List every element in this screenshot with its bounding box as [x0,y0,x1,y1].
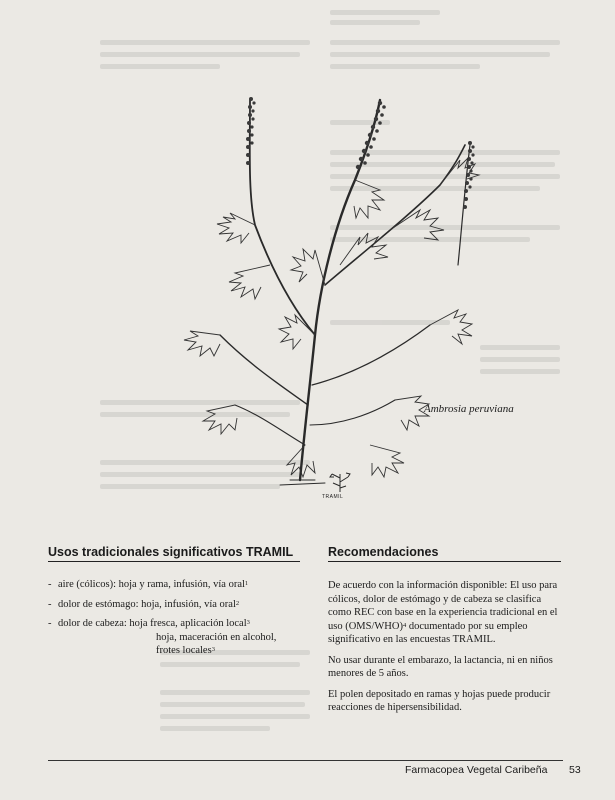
use-subline: frotes locales$^3$ [156,645,215,656]
recommendation-paragraph: El polen depositado en ramas y hojas puede producir reacciones de hipersensibilidad. [328,688,551,713]
recommendation-paragraph: De acuerdo con la información disponible: El uso para cólicos, dolor de estómago y de cabeza se clasifica como REC con base en la experiencia tradicional en el uso $(OMS/WHO)^4$ documentado por su empleo significativo en las encuestas TRAMIL. [328,580,558,645]
footer-divider [48,760,563,761]
use-item-estomago: - dolor de estómago: hoja, infusión, vía oral$^2$ [48,598,240,610]
reference-number: 4 [402,621,407,629]
use-text: dolor de cabeza: hoja fresca, aplicación local [58,618,247,629]
use-subline: hoja, maceración en alcohol, [156,631,277,643]
recomendaciones-text [328,579,564,722]
reference-number: 1 [244,580,249,587]
reference-number: 2 [235,599,240,607]
tramil-logo: TRAMIL [322,468,358,500]
figure-caption: Ambrosia peruviana [424,403,514,415]
reference-number: 3 [211,646,215,653]
usos-list [48,578,308,664]
page-number: 53 [569,764,581,776]
use-item-colicos: - aire (cólicos): hoja y rama, infusión, vía oral$^1$ [48,579,249,590]
usos-section-title: Usos tradicionales significativos TRAMIL [48,545,300,562]
use-item-cabeza: - dolor de cabeza: hoja fresca, aplicación local$^3$ hoja, maceración en alcohol, frotes locales$^3$ [48,617,308,658]
reference-number: 3 [246,619,250,626]
recomendaciones-section-title: Recomendaciones [328,545,561,562]
use-text: aire (cólicos): hoja y rama, infusión, vía oral [58,579,245,590]
recommendation-paragraph: No usar durante el embarazo, la lactancia, ni en niños menores de 5 años. [328,654,553,679]
plant-illustration [140,85,485,500]
footer-title: Farmacopea Vegetal Caribeña [405,764,548,776]
use-text: dolor de estómago: hoja, infusión, vía oral [58,598,236,610]
